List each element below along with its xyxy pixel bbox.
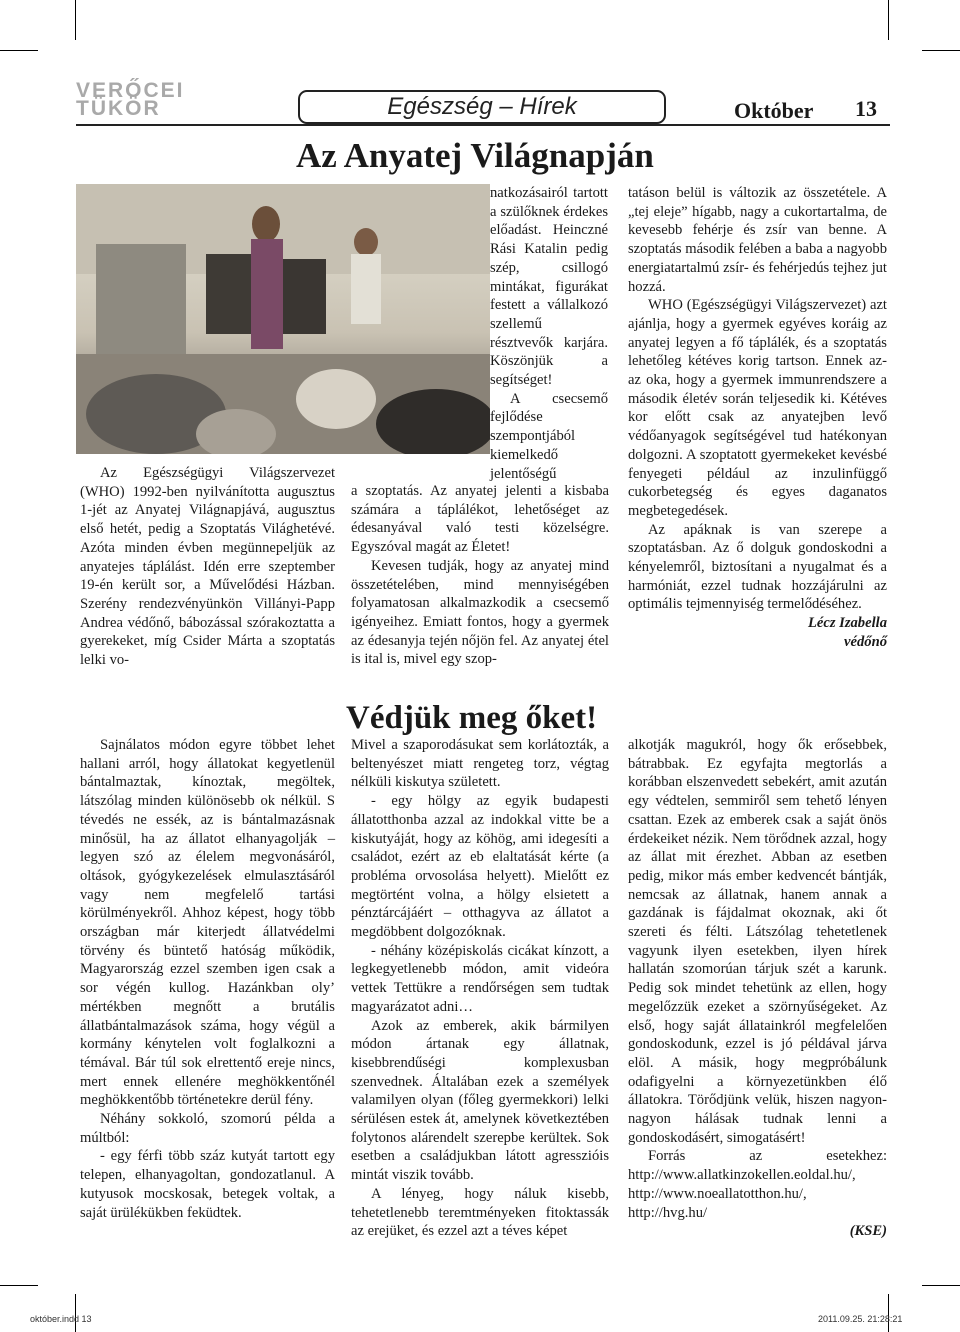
crop-mark — [0, 50, 38, 51]
footer-file-slug: október.indd 13 — [30, 1314, 92, 1324]
crop-mark — [0, 1285, 38, 1286]
article2-col1 — [80, 736, 335, 1222]
article1-paragraph: Kevesen tudják, hogy az anyatej mind összetételében, mind mennyiségében folyamatosan alkalmazkodik a csecsemő igényeihez. Emiatt fontos, hogy a gyermek az édesanyja tején nőjön fel. Az anyatej étel is ital is, mivel egy szop- — [351, 557, 609, 668]
event-photo — [76, 184, 490, 454]
article1-col-mid-top — [490, 184, 608, 483]
crop-mark — [75, 1294, 76, 1332]
header-rule — [76, 124, 890, 126]
article1-col-left — [80, 464, 335, 670]
crop-mark — [922, 50, 960, 51]
article2-paragraph: A lényeg, hogy náluk kisebb, tehetetlenebb teremtményeken fitoktassák az erejüket, és ezzel azt a téves képet — [351, 1185, 609, 1240]
article2-paragraph: Mivel a szaporodásukat sem korlátozták, a beltenyészet miatt rengeteg torz, végtag nélküli kiskutya született. — [351, 737, 609, 791]
article2-paragraph: Sajnálatos módon egyre többet lehet hallani arról, hogy állatokat kegyetlenül bántalmaztak, kínoztak, megöltek, látszólag minden különösebb ok nélkül. S tévedés ne essék, az is bántalmazásnak minősül, ha az állatot elhanyagolják – legyen szó az élelem megvonásáról, oltások, gyógykezelések elmulasztásáról vagy nem megfelelő tartási körülményekről. Ahhoz képest, hogy több országban már kiterjedt állatvédelmi törvény és büntető hatóság működik, Magyarország ezzel szemben igen csak a sor végén kullog. Hazánkban oly’ mértékben megnőtt a brutális állatbántalmazások száma, hogy végül a kormány kénytelen volt foglalkozni a témával. Bár túl sok elrettentő ereje nincs, mert ennek ellenére meghökkentőnél meghökkentőbb történetekre derül fény. — [80, 737, 335, 1109]
article1-paragraph: natkozásairól tartott a szülőknek érdekes előadást. Heinczné Rási Katalin pedig szép, csillogó mintákat, figurákat festett a vállalkozó szellemű résztvevők karjára. Köszönjük a segítséget! — [490, 185, 608, 389]
article1-title: Az Anyatej Világnapján — [296, 136, 654, 175]
article2-signature: (KSE) — [849, 1223, 887, 1240]
article2-col2 — [351, 736, 609, 1241]
article1-signature-name: Lécz Izabella — [807, 615, 887, 632]
article1-col-mid — [351, 482, 609, 669]
article1-paragraph: tatáson belül is változik az összetétele. A „tej eleje” hígabb, nagy a cukortartalma, de kevesebb fehérje és zsír van benne. A szoptatás második felében a baba a nagyobb energiatartalmú zsír- és fehérjedús tejhez jut hozzá. — [628, 185, 887, 295]
event-photo-illustration — [76, 184, 490, 454]
article1-paragraph: WHO (Egészségügyi Világszervezet) azt ajánlja, hogy a gyermek egyéves koráig az anyatej legyen a fő táplálék, és a szoptatás lehetőleg kétéves korig tartson. Ennek az- az oka, hogy a gyermek immunrendszere a második életév során teljesedik ki. Kétéves kor előtt csak az anyatejben levő védőanyagok segítségével tud hatékonyan dolgozni. A szoptatott gyermekeket kevésbé fenyegeti például az inzulinfüggő cukorbetegség és egyes daganatos megbetegedések. — [628, 297, 887, 519]
article2-paragraph: Azok az emberek, akik bármilyen módon ártanak egy állatnak, kisebbrendűségi komplexusban szenvednek. Általában ezek a személyek valamilyen olyan (főleg gyermekkori) lelki sérülésen estek át, amelynek következtében folytonos alárendelt szerepbe kerültek. Sok esetben a családjukban látott agresszióis mintát viszik tovább. — [351, 1017, 609, 1184]
crop-mark — [75, 0, 76, 40]
article2-paragraph: Néhány sokkoló, szomorú példa a múltból: — [80, 1111, 335, 1146]
article2-paragraph: - néhány középiskolás cicákat kínzott, a legkegyetlenebb módon, amit videóra vettek Tettükre a rendőrségen sem tudtak magyarázatot adni… — [351, 942, 609, 1015]
article2-paragraph: - egy hölgy az egyik budapesti állatotthonba azzal az indokkal vitte be a kiskutyáját, hogy az köhög, ami idegesíti a családot, ezért az eb elaltatását kérte (a probléma orvosolása helyett). Mielőtt ez megtörtént volna, a hölgy elsietett a pénztárcájáért – otthagyva az állatot a megdöbbent dolgozóknak. — [351, 793, 609, 941]
article2-paragraph: - egy férfi több száz kutyát tartott egy telepen, elhanyagoltan, gondozatlanul. A kutyusok mocskosak, betegek voltak, a saját ürülékükben feküdtek. — [80, 1148, 335, 1221]
crop-mark — [888, 0, 889, 40]
masthead-line2: TÜKÖR — [76, 97, 161, 120]
article1-paragraph: Az Egészségügyi Világszervezet (WHO) 1992-ben nyilvánította augusztus 1-jét az Anyatej Világnapjává, augusztus első hetét, pedig a Szoptatás Világhetévé. Azóta minden évben megünnepeljük az anyatejes táplálást. Idén erre szeptember 19-én került sor, a Művelődési Házban. Szerény rendezvényünkön Villányi-Papp Andrea védőnő, bábozással szórakoztatta a gyerekeket, míg Csider Márta a szoptatás lelki vo- — [80, 465, 335, 669]
page-number: 13 — [855, 96, 877, 121]
footer-timestamp: 2011.09.25. 21:28:21 — [818, 1314, 903, 1324]
crop-mark — [888, 1294, 889, 1332]
crop-mark — [922, 1285, 960, 1286]
article2-paragraph: alkotják magukról, hogy ők erősebbek, bátrabbak. Ez egyfajta megtorlás a korábban elszenvedett sebekért, amit azután egy védtelen, semmiről sem tehető lényen csattan. Ezek az emberek csak a saját önös érdekeiket nézik. Nem törődnek azzal, hogy az állat mit érezhet. Abban az esetben pedig, mikor más ember kedvencét bántják, nemcsak az állatnak, hanem annak a gazdának is fájdalmat okoznak, aki őt szereti és félti. Látszólag tehetetlenek vagyunk ilyen esetekben, ilyen hírek hallatán szomorúan tárjuk szét a karunk. Pedig sok mindet tehetünk az ellen, hogy megelőzzük ezeket a szörnyűségeket. Az első, hogy saját állatainkról megfelelően gondoskodunk, ezzel is jó példával járva elöl. A másik, hogy megpróbálunk odafigyelni a környezetünkben élő állatokra. Törődjünk velük, hiszen nagyon-nagyon hálásak tudnak lenni a gondoskodásért, simogatásért! — [628, 737, 887, 1146]
article1-paragraph: Az apáknak is van szerepe a szoptatásban. Az ő dolguk gondoskodni a kényelemről, biztosítani a nyugalmat és a harmóniát, ezzel tudnak hozzájárulni az optimális tejmennyiség termelődéséhez. — [628, 521, 887, 613]
article2-sources: Forrás az esetekhez: http://www.allatkinzokellen.eoldal.hu/, http://www.noeallatotthon.hu/, http://hvg.hu/ — [628, 1148, 887, 1221]
masthead-logo — [76, 79, 185, 120]
article2-title: Védjük meg őket! — [346, 700, 598, 736]
article1-signature-role: védőnő — [844, 633, 887, 650]
section-title: Egészség – Hírek — [298, 90, 666, 124]
article1-paragraph: A csecsemő fejlődése szempontjából kiemelkedő jelentőségű — [490, 390, 608, 482]
month-label: Október — [734, 98, 814, 123]
article2-col3 — [628, 736, 887, 1241]
article1-col-right — [628, 184, 887, 652]
article1-paragraph: a szoptatás. Az anyatej jelenti a kisbaba számára a táplálékot, lehetőséget az édesanyával való testi közelségre. Egyszóval magát az Életet! — [351, 483, 609, 556]
masthead-line1: VERŐCEI — [76, 79, 185, 102]
